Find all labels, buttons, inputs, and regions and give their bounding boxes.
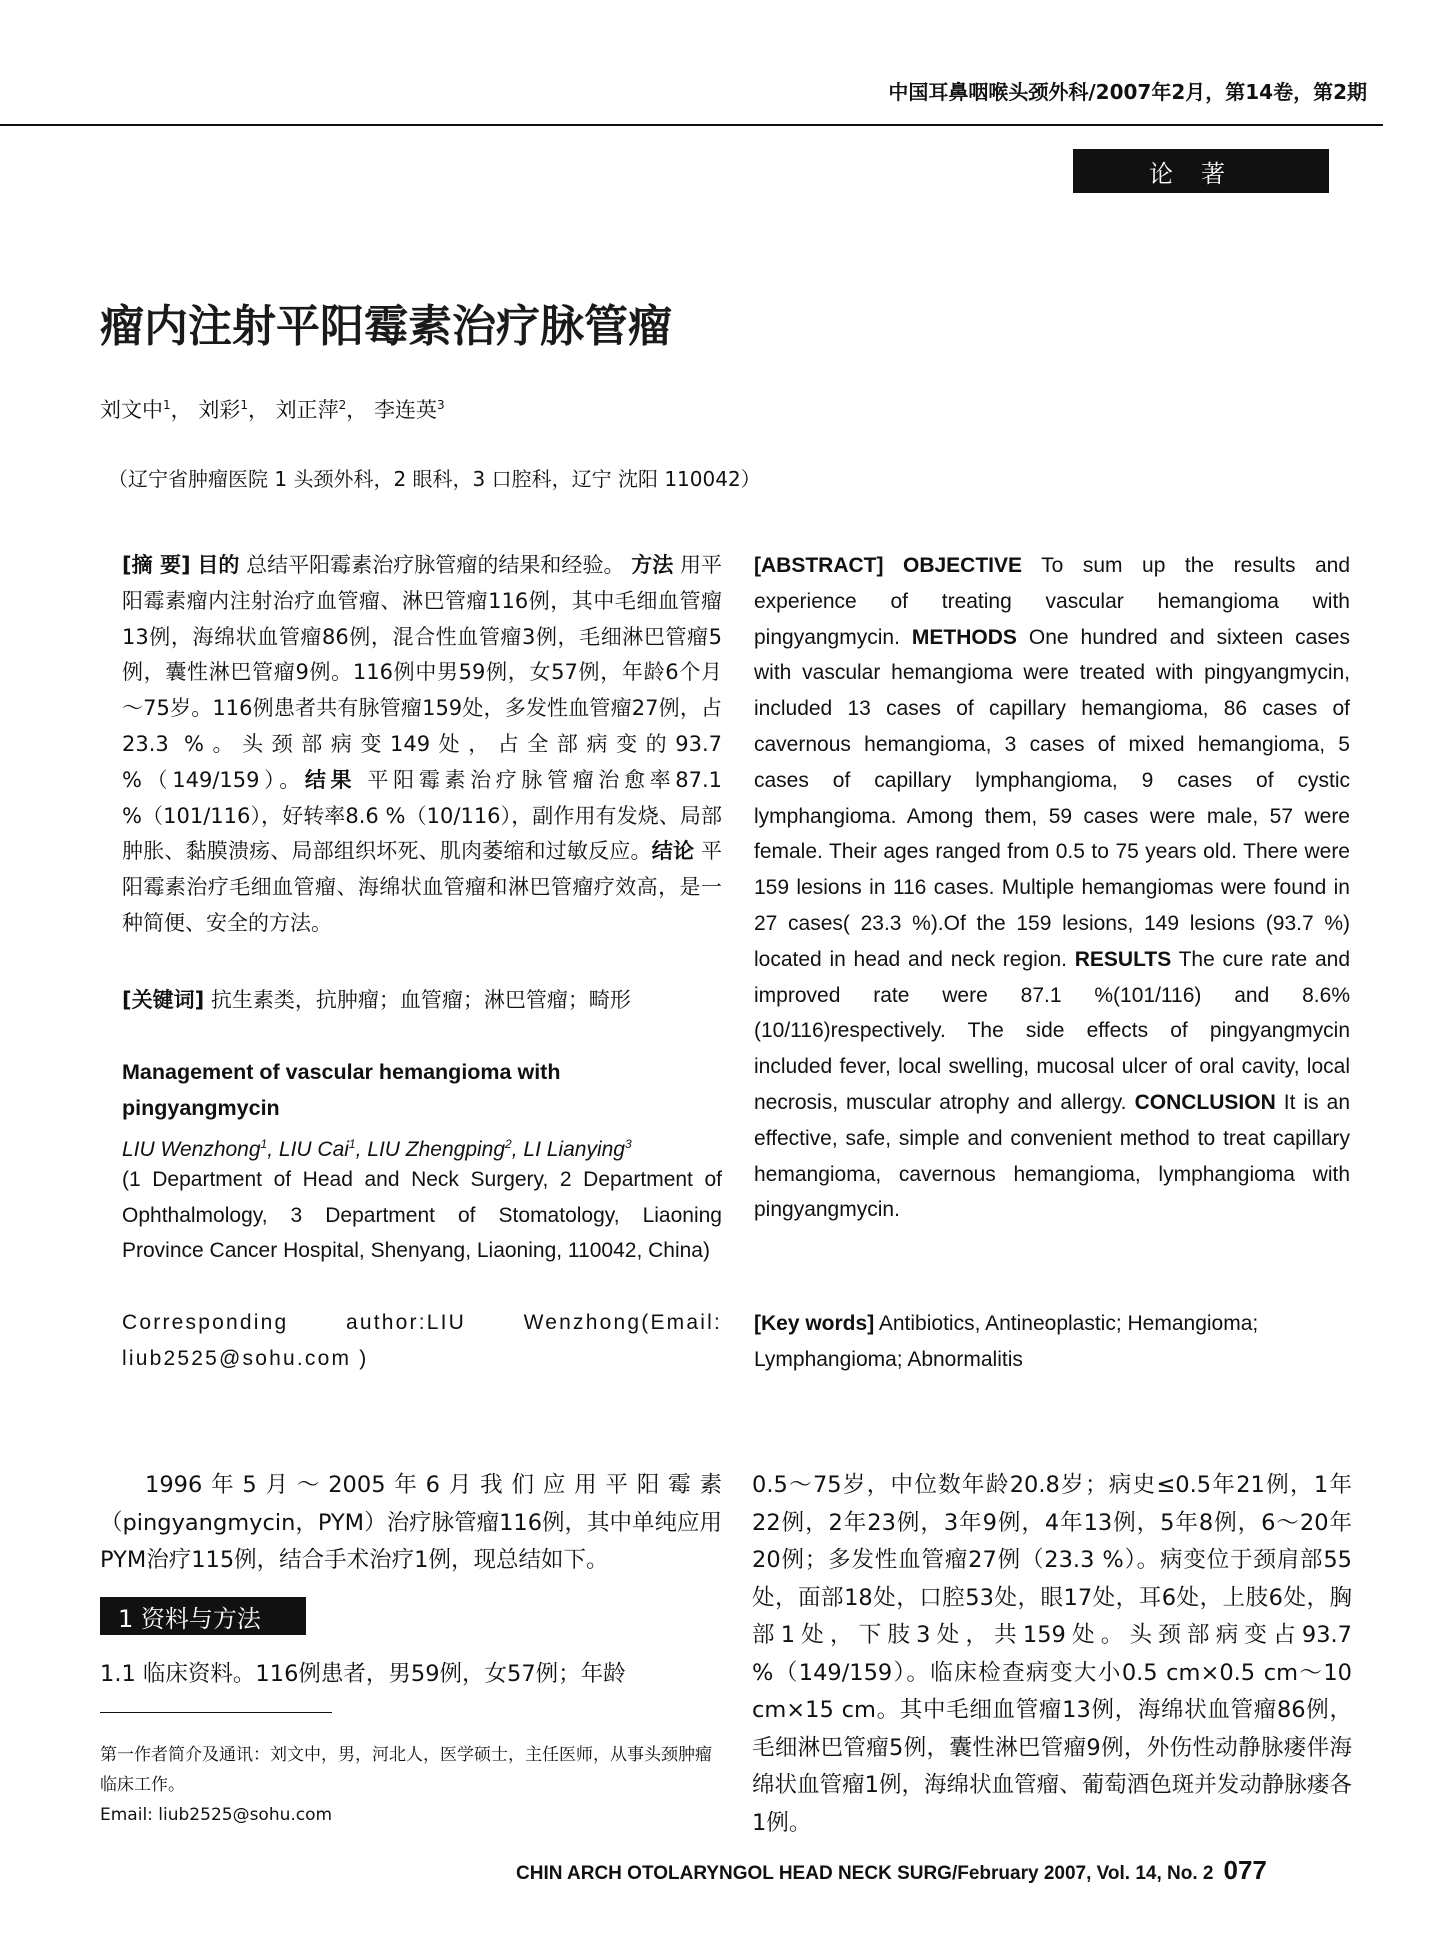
- page-footer: [516, 1855, 1267, 1886]
- section-badge: 论著: [1073, 149, 1329, 193]
- page-number: 077: [1223, 1855, 1267, 1885]
- author-footnote: [100, 1740, 722, 1830]
- abstract-label: [ABSTRACT]: [754, 554, 884, 577]
- english-authors: LIU Wenzhong$^1$, LIU Cai$^1$, LIU Zhengping$^2$, LI Lianying$^3$: [122, 1137, 632, 1161]
- results-text: 平阳霉素治疗脉管瘤治愈率87.1 %（101/116），好转率8.6 %（10/116），副作用有发烧、局部肿胀、黏膜溃疡、局部组织坏死、肌肉萎缩和过敏反应。: [122, 767, 722, 864]
- keywords-label: [关键词]: [122, 988, 205, 1012]
- author-aff: 1: [240, 398, 248, 412]
- header-rule: [0, 124, 1383, 126]
- footer-journal: CHIN ARCH OTOLARYNGOL HEAD NECK SURG/February 2007, Vol. 14, No. 2: [516, 1863, 1214, 1884]
- abstract-en: [754, 548, 1350, 1228]
- author-name: 刘文中: [100, 398, 163, 422]
- keywords-en: [754, 1306, 1350, 1378]
- footnote-bio: 第一作者简介及通讯：刘文中，男，河北人，医学硕士，主任医师，从事头颈肿瘤临床工作。: [100, 1745, 712, 1795]
- author-aff: 1: [163, 398, 171, 412]
- author-aff: 3: [436, 398, 445, 412]
- objective-text: 总结平阳霉素治疗脉管瘤的结果和经验。: [246, 553, 625, 577]
- english-title: Management of vascular hemangioma with pingyangmycin: [122, 1060, 561, 1120]
- objective-text: To sum up the results and experience of treating vascular hemangioma with pingyangmycin.: [754, 554, 1350, 649]
- conclusion-text: It is an effective, safe, simple and convenient method to treat capillary hemangioma, cavernous hemangioma, lymphangioma with pingyangmycin.: [754, 1090, 1350, 1222]
- footnote-email: Email: liub2525@sohu.com: [100, 1805, 333, 1825]
- author-name: 刘正萍: [275, 398, 339, 422]
- objective-label: OBJECTIVE: [903, 554, 1023, 577]
- journal-header: 中国耳鼻咽喉头颈外科/2007年2月，第14卷，第2期: [888, 80, 1367, 104]
- conclusion-text: 平阳霉素治疗毛细血管瘤、海绵状血管瘤和淋巴管瘤疗效高，是一种简便、安全的方法。: [122, 839, 723, 935]
- english-affiliation: (1 Department of Head and Neck Surgery, 2 Department of Ophthalmology, 3 Department of Stomatology, Liaoning Province Cancer Hospital, Shenyang, Liaoning, 110042, China): [122, 1168, 722, 1263]
- abstract-label: [摘 要]: [122, 553, 191, 577]
- author-aff: 2: [338, 398, 347, 412]
- keywords-text: Antibiotics, Antineoplastic; Hemangioma; Lymphangioma; Abnormalitis: [754, 1312, 1259, 1371]
- keywords-label: [Key words]: [754, 1312, 875, 1335]
- affiliation: （辽宁省肿瘤医院 1 头颈外科，2 眼科，3 口腔科，辽宁 沈阳 110042）: [108, 467, 761, 491]
- keywords-cn: [122, 982, 722, 1018]
- objective-label: 目的: [197, 553, 240, 577]
- methods-label: METHODS: [911, 625, 1017, 649]
- section-heading: 1 资料与方法: [100, 1597, 306, 1635]
- author-aff: 3: [624, 1137, 632, 1151]
- author-aff: 1: [348, 1137, 356, 1151]
- author-name: LIU Cai: [278, 1138, 349, 1161]
- results-text: The cure rate and improved rate were 87.1 %(101/116) and 8.6%(10/116)respectively. The side effects of pingyangmycin included fever, local swelling, mucosal ulcer of oral cavity, local necrosis, muscular atrophy and allergy.: [754, 947, 1350, 1114]
- results-label: 结果: [304, 767, 357, 792]
- methods-text: One hundred and sixteen cases with vascular hemangioma were treated with pingyangmycin, included 13 cases of capillary hemangioma, 86 cases of cavernous hemangioma, 3 cases of mixed hemangioma, 5 cases of capillary lymphangioma, 9 cases of cystic lymphangioma. Among them, 59 cases were male, 57 were female. Their ages ranged from 0.5 to 75 years old. There were 159 lesions in 116 cases. Multiple hemangiomas were found in 27 cases( 23.3 %).Of the 159 lesions, 149 lesions (93.7 %) located in head and neck region.: [754, 625, 1350, 971]
- clinical-paragraph: 1.1 临床资料。116例患者，男59例，女57例；年龄: [100, 1661, 626, 1687]
- conclusion-label: CONCLUSION: [1134, 1090, 1276, 1114]
- corresponding-author: Corresponding author:LIU Wenzhong(Email: liub2525@sohu.com ): [122, 1311, 722, 1370]
- footnote-rule: [100, 1712, 332, 1713]
- results-label: RESULTS: [1074, 947, 1172, 971]
- author-aff: 1: [260, 1137, 268, 1151]
- intro-paragraph: 1996年5月～2005年6月我们应用平阳霉素（pingyangmycin，PYM）治疗脉管瘤116例，其中单纯应用PYM治疗115例，结合手术治疗1例，现总结如下。: [100, 1472, 723, 1573]
- article-title: 瘤内注射平阳霉素治疗脉管瘤: [100, 301, 672, 352]
- author-name: LIU Zhengping: [367, 1138, 506, 1161]
- keywords-text: 抗生素类，抗肿瘤；血管瘤；淋巴管瘤；畸形: [210, 988, 631, 1012]
- author-list: 刘文中$^1$， 刘彩$^1$， 刘正萍$^2$， 李连英$^3$: [100, 398, 445, 422]
- author-name: 刘彩: [198, 398, 241, 422]
- right-column-paragraph: 0.5～75岁，中位数年龄20.8岁；病史≤0.5年21例，1年22例，2年23例，3年9例，4年13例，5年8例，6～20年20例；多发性血管瘤27例（23.3 %）。病变位于颈肩部55处，面部18处，口腔53处，眼17处，耳6处，上肢6处，胸部1处，下肢3处，共159处。头颈部病变占93.7 %（149/159）。临床检查病变大小0.5 cm×0.5 cm～10 cm×15 cm。其中毛细血管瘤13例，海绵状血管瘤86例，毛细淋巴管瘤5例，囊性淋巴管瘤9例，外伤性动静脉瘘伴海绵状血管瘤1例，海绵状血管瘤、葡萄酒色斑并发动静脉瘘各1例。: [752, 1472, 1352, 1836]
- author-aff: 2: [505, 1137, 512, 1151]
- author-name: LI Lianying: [523, 1138, 625, 1161]
- conclusion-label: 结论: [651, 839, 695, 864]
- author-name: LIU Wenzhong: [122, 1138, 261, 1161]
- author-name: 李连英: [373, 398, 437, 422]
- abstract-cn: [122, 548, 722, 942]
- methods-text: 用平阳霉素瘤内注射治疗血管瘤、淋巴管瘤116例，其中毛细血管瘤13例，海绵状血管瘤86例，混合性血管瘤3例，毛细淋巴管瘤5例，囊性淋巴管瘤9例。116例中男59例，女57例，年龄6个月～75岁。116例患者共有脉管瘤159处，多发性血管瘤27例，占23.3 %。头颈部病变149处，占全部病变的93.7 %（149/159）。: [122, 553, 723, 792]
- methods-label: 方法: [631, 553, 674, 577]
